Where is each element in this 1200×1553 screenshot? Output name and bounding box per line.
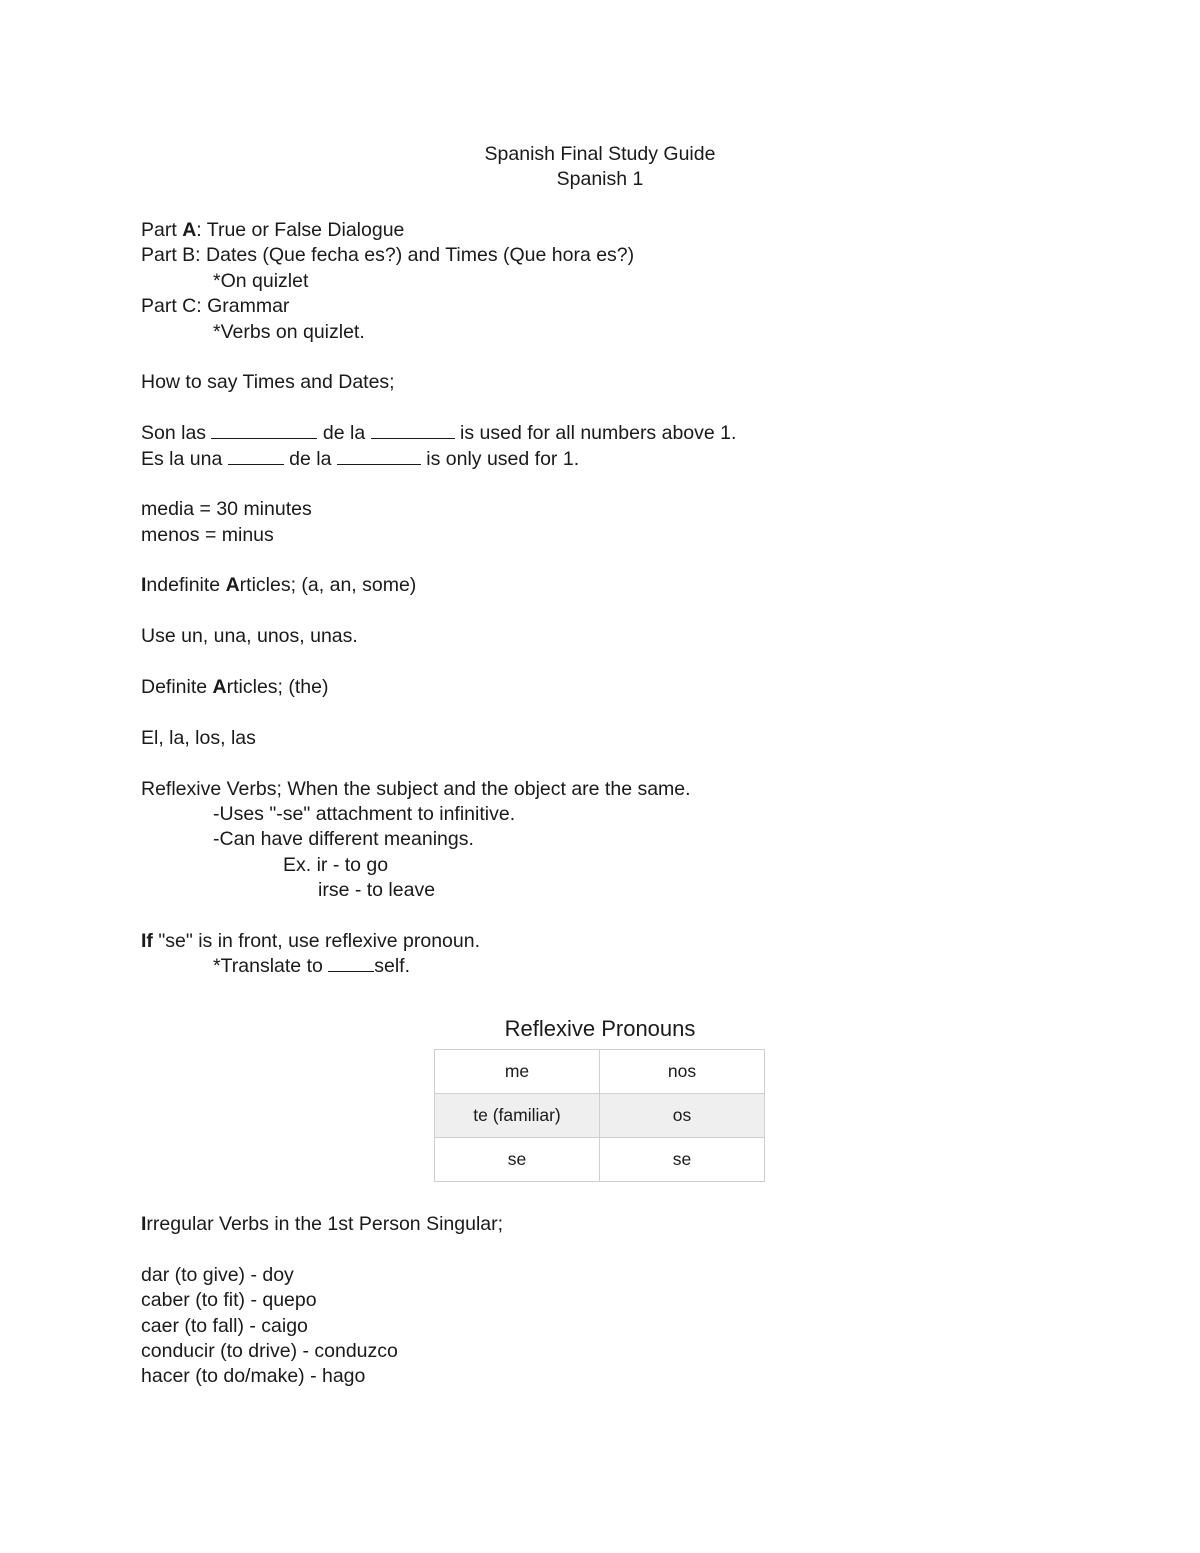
reflexive-point-2: -Can have different meanings. (213, 828, 474, 851)
list-item: hacer (to do/make) - hago (141, 1365, 366, 1388)
es-la-una-usage: is only used for 1. (420, 447, 580, 470)
de-la-text: de la (317, 422, 371, 445)
translate-note: *Translate to self. (213, 955, 411, 978)
reflexive-point-1: -Uses "-se" attachment to infinitive. (213, 802, 516, 825)
de-la-text: de la (283, 447, 337, 470)
part-a-prefix: Part (141, 219, 183, 241)
son-las-text: Son las (141, 422, 212, 445)
media-definition: media = 30 minutes (141, 498, 312, 521)
list-item: caber (to fit) - quepo (141, 1289, 317, 1312)
reflexive-example-1: Ex. ir - to go (283, 853, 389, 876)
reflexive-heading: Reflexive Verbs; When the subject and the object are the same. (141, 777, 691, 800)
document-body (141, 218, 1141, 980)
son-las-usage: is used for all numbers above 1. (454, 422, 737, 445)
part-b: Part B: Dates (Que fecha es?) and Times (Que hora es?) (141, 244, 635, 267)
blank-line (328, 954, 374, 972)
part-b-note: *On quizlet (213, 269, 309, 292)
list-item: dar (to give) - doy (141, 1263, 294, 1286)
list-item: conducir (to drive) - conduzco (141, 1339, 398, 1362)
table-row (435, 1050, 765, 1094)
title-line-1: Spanish Final Study Guide (484, 143, 716, 165)
table-cell: nos (600, 1050, 765, 1094)
part-a-letter: A (182, 219, 197, 241)
es-la-una-line (141, 447, 1141, 472)
if-se-line: If "se" is in front, use reflexive pronoun. (141, 929, 481, 952)
definite-list: El, la, los, las (141, 726, 256, 749)
title-line-2: Spanish 1 (556, 168, 644, 191)
table-cell: se (600, 1138, 765, 1182)
indefinite-heading: Indefinite Articles; (a, an, some) (141, 574, 417, 597)
es-la-una-text: Es la una (141, 447, 228, 470)
definite-heading: Definite Articles; (the) (141, 676, 329, 699)
pronouns-table-title: Reflexive Pronouns (504, 1016, 696, 1041)
table-row (435, 1138, 765, 1182)
blank-line (228, 447, 284, 465)
table-cell: te (familiar) (435, 1094, 600, 1138)
reflexive-example-2: irse - to leave (318, 879, 436, 902)
blank-line (211, 421, 317, 439)
son-las-line (141, 421, 1141, 446)
table-cell: os (600, 1094, 765, 1138)
blank-line (371, 421, 455, 439)
part-c-note: *Verbs on quizlet. (213, 320, 365, 343)
table-cell: me (435, 1050, 600, 1094)
times-heading: How to say Times and Dates; (141, 371, 395, 394)
table-row (435, 1094, 765, 1138)
part-a-text: : True or False Dialogue (196, 219, 405, 241)
reflexive-pronouns-table (434, 1049, 765, 1182)
part-a (141, 218, 1141, 243)
part-c: Part C: Grammar (141, 295, 290, 318)
table-cell: se (435, 1138, 600, 1182)
irregular-heading: Irregular Verbs in the 1st Person Singular; (141, 1213, 504, 1235)
irregular-section (141, 1212, 1141, 1390)
menos-definition: menos = minus (141, 523, 274, 546)
blank-line (337, 447, 421, 465)
document-title (0, 142, 1200, 193)
indefinite-use: Use un, una, unos, unas. (141, 625, 358, 648)
list-item: caer (to fall) - caigo (141, 1314, 308, 1337)
